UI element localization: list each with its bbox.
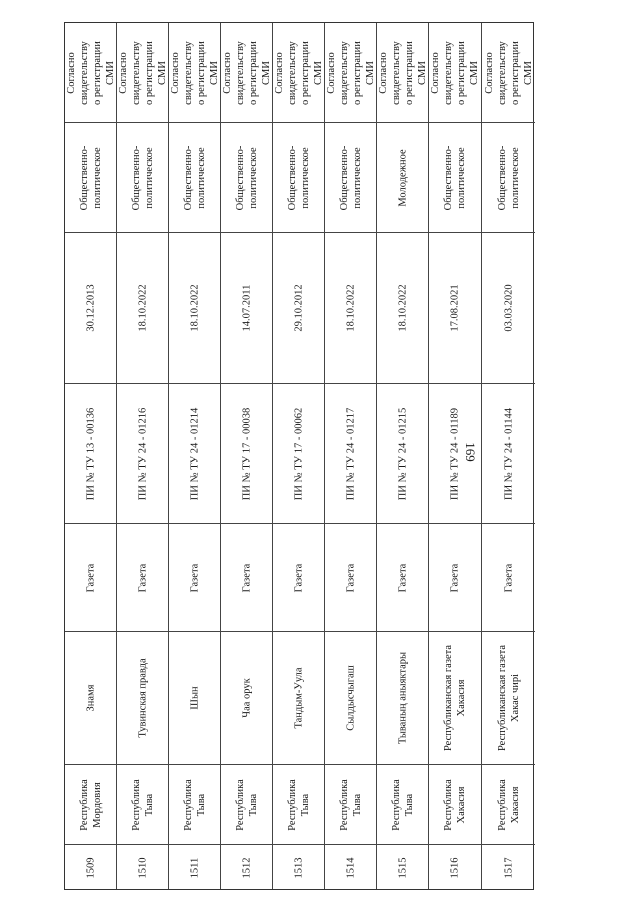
type-cell xyxy=(169,524,220,632)
region-text: Республика Мордовия xyxy=(78,778,103,831)
table-row xyxy=(273,23,325,889)
title-cell xyxy=(65,632,116,765)
type-cell xyxy=(273,524,324,632)
title-text: Тандым-Уула xyxy=(293,667,304,729)
table-row xyxy=(482,23,535,889)
note-cell xyxy=(429,23,481,123)
title-cell xyxy=(169,632,220,765)
reg-number-text: ПИ № ТУ 17 - 00062 xyxy=(293,407,304,500)
note-cell xyxy=(65,23,116,123)
region-cell xyxy=(221,765,272,845)
row-number-text: 1512 xyxy=(241,857,252,879)
note-cell xyxy=(325,23,376,123)
region-text: Республика Хакасия xyxy=(496,778,521,831)
type-cell xyxy=(325,524,376,632)
date-text: 14.07.2011 xyxy=(241,284,252,332)
row-number-text: 1517 xyxy=(503,857,514,879)
type-text: Газета xyxy=(345,563,356,592)
row-number-text: 1514 xyxy=(345,857,356,879)
topic-cell xyxy=(377,123,428,233)
date-cell xyxy=(429,233,481,384)
note-cell xyxy=(117,23,168,123)
topic-cell xyxy=(325,123,376,233)
note-text: Согласно свидетельству о регистрации СМИ xyxy=(65,40,116,105)
row-number-cell xyxy=(377,845,428,891)
region-text: Республика Тыва xyxy=(286,778,311,831)
reg-number-text: ПИ № ТУ 24 - 01216 xyxy=(137,407,148,500)
note-text: Согласно свидетельству о регистрации СМИ xyxy=(273,40,324,105)
region-text: Республика Хакасия xyxy=(443,778,467,831)
note-text: Согласно свидетельству о регистрации СМИ xyxy=(483,40,534,105)
region-cell xyxy=(377,765,428,845)
media-register-table xyxy=(64,22,534,890)
table-row xyxy=(377,23,429,889)
date-cell xyxy=(377,233,428,384)
topic-cell xyxy=(429,123,481,233)
type-cell xyxy=(377,524,428,632)
note-text: Согласно свидетельству о регистрации СМИ xyxy=(377,40,428,105)
title-text: Республиканская газета Хакасия xyxy=(443,644,467,752)
date-cell xyxy=(221,233,272,384)
date-text: 18.10.2022 xyxy=(189,284,200,332)
type-text: Газета xyxy=(189,563,200,592)
date-cell xyxy=(117,233,168,384)
row-number-text: 1516 xyxy=(449,857,461,879)
reg-number-text: ПИ № ТУ 24 - 01144 xyxy=(503,407,514,500)
topic-text: Общественно-политическое xyxy=(286,145,311,210)
type-text: Газета xyxy=(85,563,96,592)
region-cell xyxy=(117,765,168,845)
row-number-cell xyxy=(325,845,376,891)
date-cell xyxy=(65,233,116,384)
title-cell xyxy=(482,632,535,765)
row-number-text: 1511 xyxy=(189,857,200,879)
region-text: Республика Тыва xyxy=(338,778,363,831)
reg-number-cell xyxy=(482,384,535,524)
topic-cell xyxy=(221,123,272,233)
date-text: 18.10.2022 xyxy=(345,284,356,332)
row-number-cell xyxy=(221,845,272,891)
row-number-text: 1515 xyxy=(397,857,408,879)
date-text: 17.08.2021 xyxy=(449,284,461,332)
topic-cell xyxy=(169,123,220,233)
title-text: Сылдысчыгаш xyxy=(345,665,356,731)
row-number-cell xyxy=(65,845,116,891)
topic-text: Общественно-политическое xyxy=(78,145,103,210)
table-row xyxy=(65,23,117,889)
row-number-cell xyxy=(273,845,324,891)
row-number-cell xyxy=(429,845,481,891)
reg-number-text: ПИ № ТУ 24 - 01217 xyxy=(345,407,356,500)
reg-number-cell xyxy=(325,384,376,524)
topic-text: Общественно-политическое xyxy=(443,145,467,210)
type-text: Газета xyxy=(449,563,461,592)
reg-number-cell xyxy=(65,384,116,524)
date-text: 18.10.2022 xyxy=(397,284,408,332)
topic-text: Молодежное xyxy=(397,148,408,207)
topic-text: Общественно-политическое xyxy=(496,145,521,210)
type-cell xyxy=(65,524,116,632)
type-text: Газета xyxy=(503,563,514,592)
reg-number-cell xyxy=(429,384,481,524)
table-row xyxy=(169,23,221,889)
note-text: Согласно свидетельству о регистрации СМИ xyxy=(221,40,272,105)
title-cell xyxy=(429,632,481,765)
topic-cell xyxy=(482,123,535,233)
note-cell xyxy=(169,23,220,123)
reg-number-cell xyxy=(273,384,324,524)
topic-text: Общественно-политическое xyxy=(338,145,363,210)
page-number: 169 xyxy=(463,442,478,462)
topic-text: Общественно-политическое xyxy=(234,145,259,210)
region-cell xyxy=(482,765,535,845)
reg-number-text: ПИ № ТУ 24 - 01214 xyxy=(189,407,200,500)
type-cell xyxy=(429,524,481,632)
region-cell xyxy=(273,765,324,845)
topic-text: Общественно-политическое xyxy=(130,145,155,210)
date-cell xyxy=(482,233,535,384)
title-text: Знамя xyxy=(85,684,96,712)
title-cell xyxy=(377,632,428,765)
title-cell xyxy=(325,632,376,765)
title-text: Чаа орук xyxy=(241,678,252,718)
row-number-text: 1513 xyxy=(293,857,304,879)
region-text: Республика Тыва xyxy=(130,778,155,831)
note-cell xyxy=(482,23,535,123)
region-text: Республика Тыва xyxy=(390,778,415,831)
type-text: Газета xyxy=(397,563,408,592)
type-cell xyxy=(482,524,535,632)
date-text: 30.12.2013 xyxy=(85,284,96,332)
topic-cell xyxy=(65,123,116,233)
region-text: Республика Тыва xyxy=(234,778,259,831)
reg-number-text: ПИ № ТУ 24 - 01215 xyxy=(397,407,408,500)
reg-number-cell xyxy=(117,384,168,524)
reg-number-cell xyxy=(169,384,220,524)
title-cell xyxy=(117,632,168,765)
topic-cell xyxy=(117,123,168,233)
region-cell xyxy=(429,765,481,845)
table-row xyxy=(429,23,482,889)
type-text: Газета xyxy=(241,563,252,592)
title-text: Тываның аныяктары xyxy=(397,651,408,745)
topic-cell xyxy=(273,123,324,233)
table-row xyxy=(221,23,273,889)
region-cell xyxy=(325,765,376,845)
type-text: Газета xyxy=(293,563,304,592)
type-cell xyxy=(221,524,272,632)
table-row xyxy=(325,23,377,889)
note-text: Согласно свидетельству о регистрации СМИ xyxy=(117,40,168,105)
reg-number-text: ПИ № ТУ 17 - 00038 xyxy=(241,407,252,500)
title-cell xyxy=(273,632,324,765)
region-cell xyxy=(169,765,220,845)
title-cell xyxy=(221,632,272,765)
note-text: Согласно свидетельству о регистрации СМИ xyxy=(169,40,220,105)
title-text: Республиканская газета Хакас чирі xyxy=(496,644,521,752)
topic-text: Общественно-политическое xyxy=(182,145,207,210)
date-cell xyxy=(273,233,324,384)
reg-number-text: ПИ № ТУ 13 - 00136 xyxy=(85,407,96,500)
region-text: Республика Тыва xyxy=(182,778,207,831)
row-number-text: 1509 xyxy=(85,857,96,879)
title-text: Шын xyxy=(189,686,200,710)
note-cell xyxy=(273,23,324,123)
note-cell xyxy=(377,23,428,123)
type-text: Газета xyxy=(137,563,148,592)
date-text: 03.03.2020 xyxy=(503,284,514,332)
date-cell xyxy=(169,233,220,384)
row-number-text: 1510 xyxy=(137,857,148,879)
reg-number-cell xyxy=(377,384,428,524)
region-cell xyxy=(65,765,116,845)
note-cell xyxy=(221,23,272,123)
date-text: 18.10.2022 xyxy=(137,284,148,332)
note-text: Согласно свидетельству о регистрации СМИ xyxy=(325,40,376,105)
date-text: 29.10.2012 xyxy=(293,284,304,332)
row-number-cell xyxy=(117,845,168,891)
row-number-cell xyxy=(482,845,535,891)
reg-number-text: ПИ № ТУ 24 - 01189 xyxy=(449,407,461,500)
type-cell xyxy=(117,524,168,632)
table-row xyxy=(117,23,169,889)
row-number-cell xyxy=(169,845,220,891)
reg-number-cell xyxy=(221,384,272,524)
note-text: Согласно свидетельству о регистрации СМИ xyxy=(430,40,480,105)
date-cell xyxy=(325,233,376,384)
title-text: Тувинская правда xyxy=(137,658,148,738)
